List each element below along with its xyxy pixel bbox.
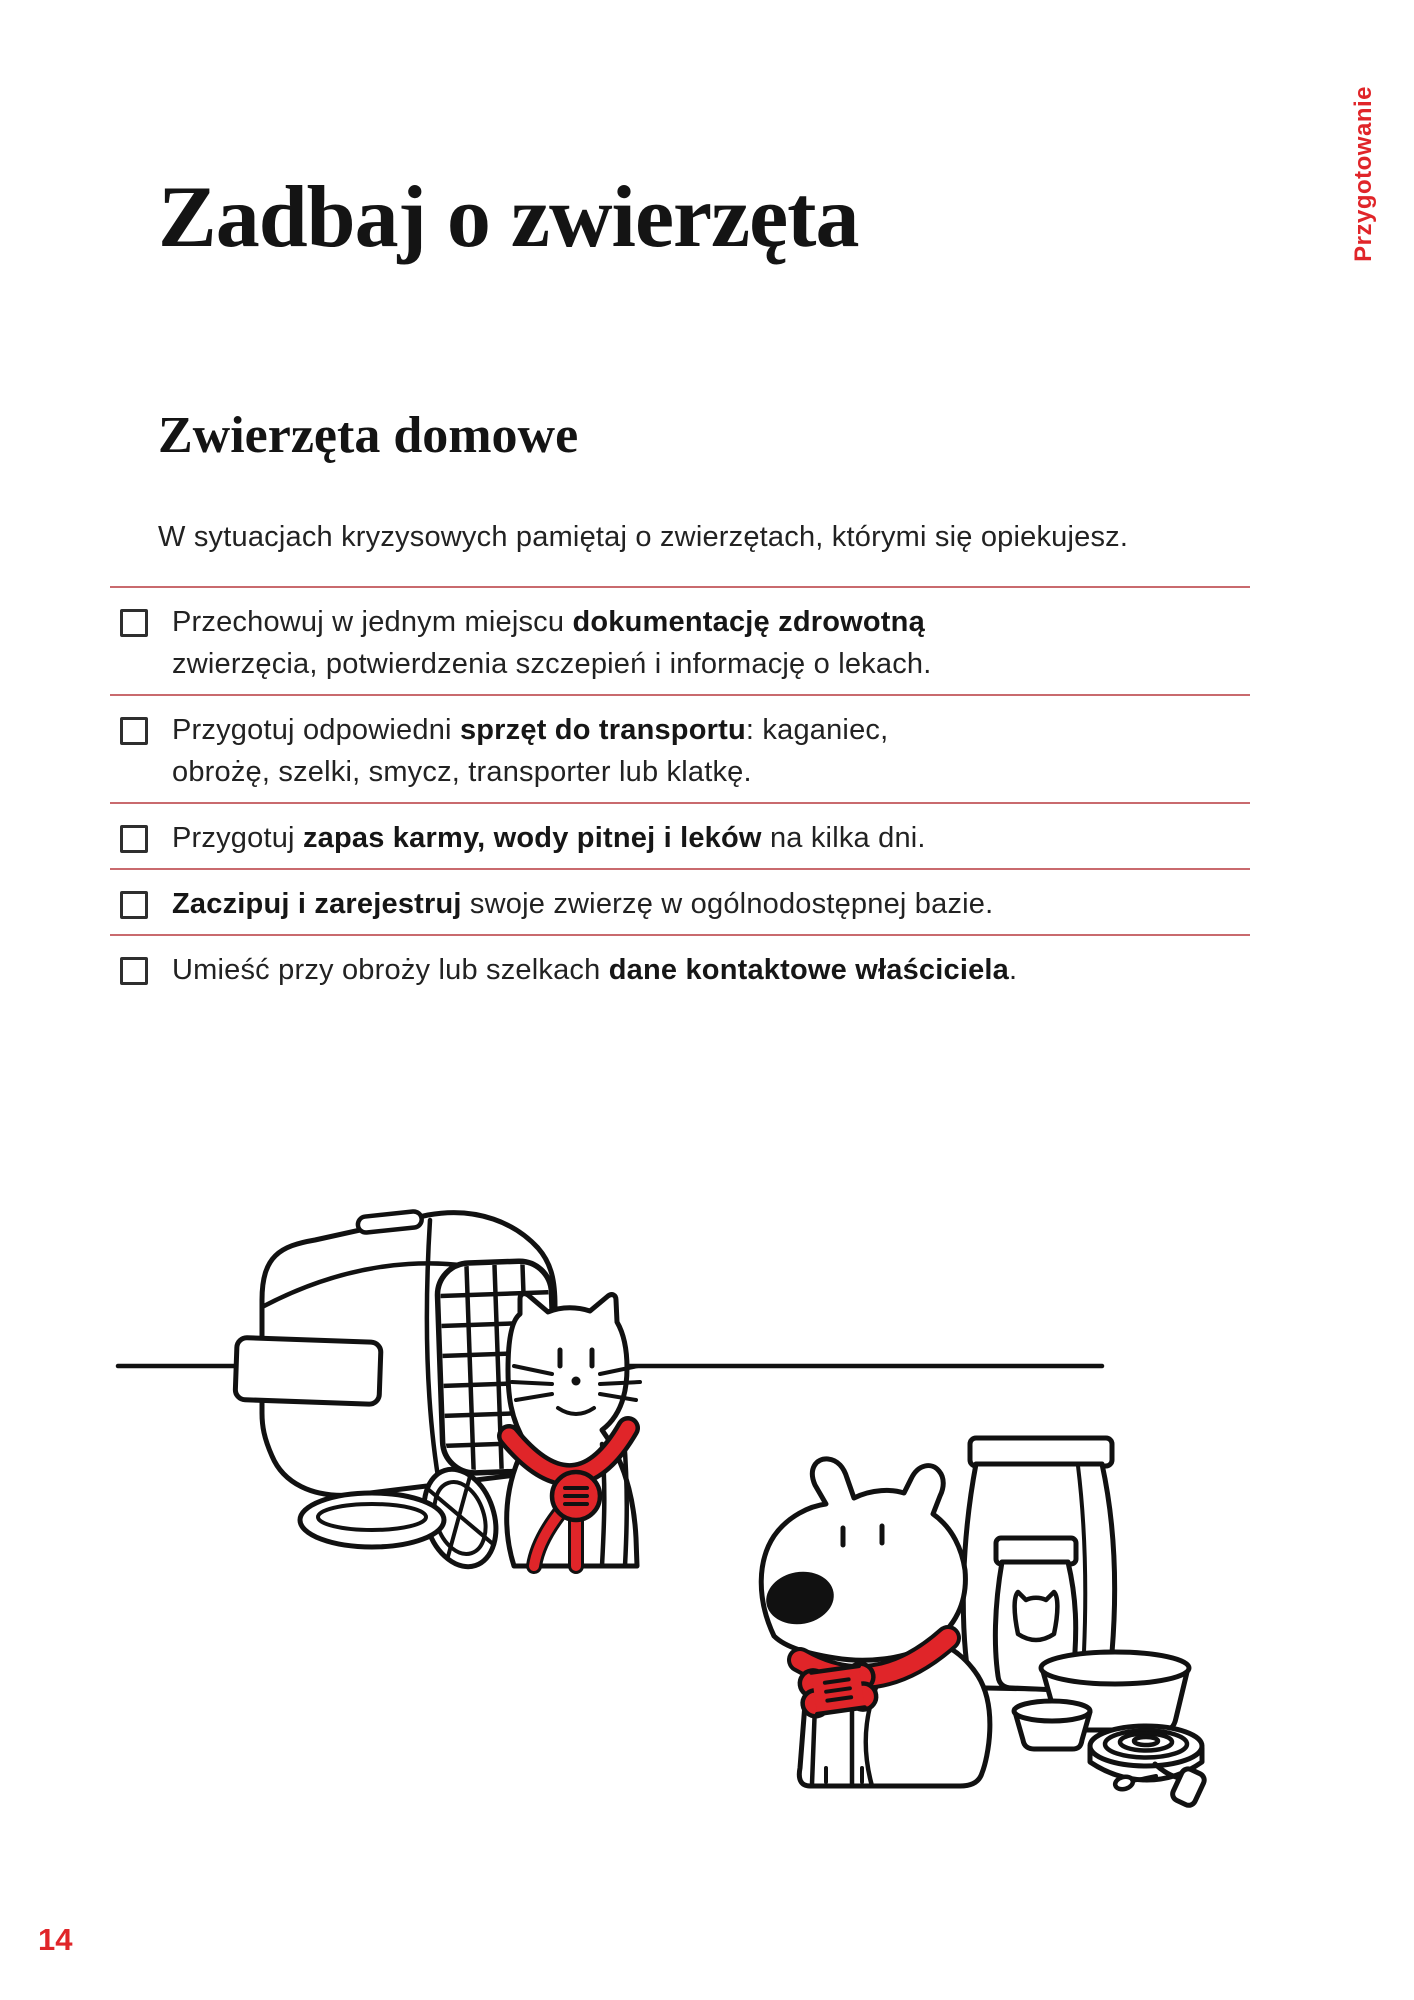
checklist-item-text: Przygotuj zapas karmy, wody pitnej i leków na kilka dni. [172,822,926,854]
checklist [110,586,1250,1000]
bowl-small-illustration [1014,1701,1090,1749]
page-title: Zadbaj o zwierzęta [158,169,859,266]
checklist-item-text: Przechowuj w jednym miejscu dokumentację zdrowotną zwierzęcia, potwierdzenia szczepień i informację o lekach. [172,606,932,680]
pets-illustration [110,1198,1250,1815]
leash-roll-illustration [1090,1726,1206,1808]
chapter-side-label: Przygotowanie [1350,86,1377,262]
checklist-item [110,804,1250,870]
checkbox[interactable] [120,609,148,637]
dog-illustration [761,1459,990,1786]
section-heading: Zwierzęta domowe [158,407,579,464]
bone-tag [798,1662,878,1718]
checkbox[interactable] [120,891,148,919]
checklist-item-text: Przygotuj odpowiedni sprzęt do transportu: kaganiec, obrożę, szelki, smycz, transporter lub klatkę. [172,714,889,788]
page-number: 14 [38,1922,73,1957]
checklist-item [110,936,1250,1000]
checklist-item [110,696,1250,804]
checklist-item-text: Umieść przy obroży lub szelkach dane kontaktowe właściciela. [172,954,1018,986]
section-intro: W sytuacjach kryzysowych pamiętaj o zwierzętach, którymi się opiekujesz. [158,521,1129,553]
checkbox[interactable] [120,717,148,745]
checkbox[interactable] [120,957,148,985]
checklist-item [110,588,1250,696]
checkbox[interactable] [120,825,148,853]
cat-illustration [507,1294,640,1566]
checklist-item-text: Zaczipuj i zarejestruj swoje zwierzę w ogólnodostępnej bazie. [172,888,994,920]
checklist-item [110,870,1250,936]
